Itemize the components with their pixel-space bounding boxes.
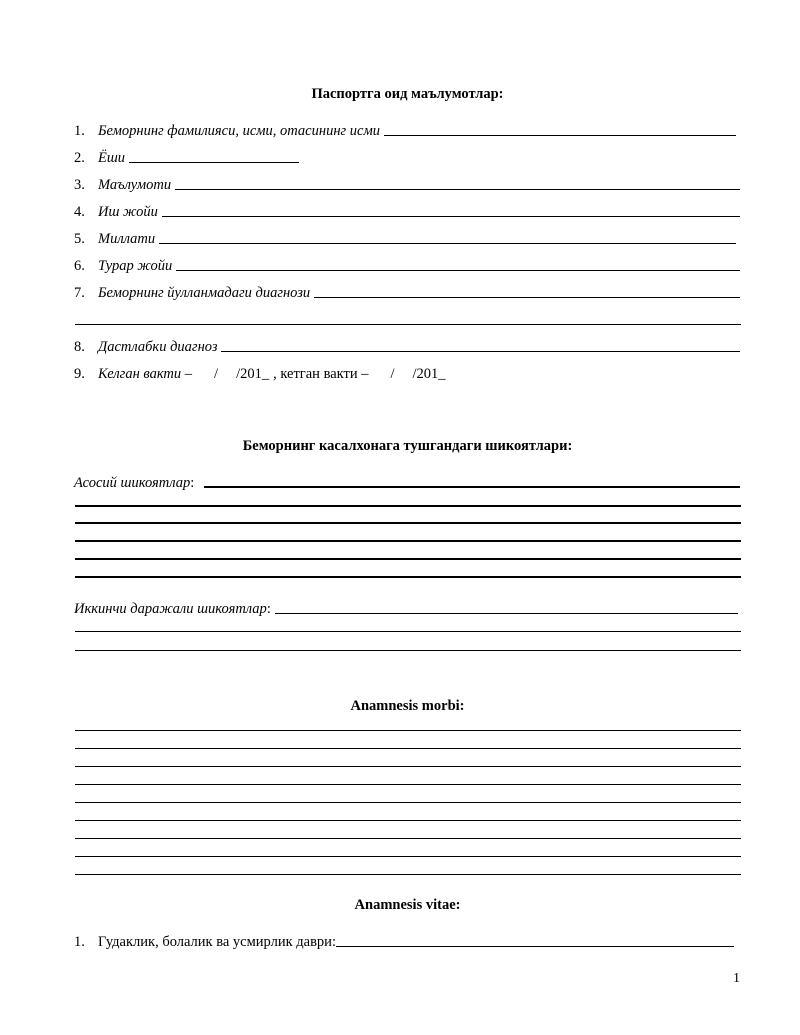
arrival-year: /201_ [236, 366, 270, 382]
fill-line[interactable] [314, 297, 740, 298]
fill-line[interactable] [129, 162, 299, 163]
fill-line[interactable] [75, 802, 741, 803]
item-label: Миллати [98, 231, 156, 247]
item-number: 7. [74, 285, 85, 301]
fill-line[interactable] [75, 766, 741, 767]
item-number: 5. [74, 231, 85, 247]
item-label: Гудаклик, болалик ва усмирлик даври: [98, 934, 336, 950]
complaints-heading: Беморнинг касалхонага тушгандаги шикоятлари: [242, 438, 573, 454]
item-number: 1. [74, 123, 85, 139]
page-number: 1 [733, 971, 740, 986]
fill-line[interactable] [75, 784, 741, 785]
fill-line[interactable] [75, 874, 741, 875]
fill-line[interactable] [336, 946, 734, 947]
item-label: Ёши [98, 150, 126, 166]
item-number: 4. [74, 204, 85, 220]
passport-item-6 [74, 255, 740, 275]
departure-day-slash: / [390, 366, 395, 382]
fill-line[interactable] [75, 558, 741, 560]
item-label: Иш жойи [98, 204, 158, 220]
secondary-complaints-colon: : [266, 601, 271, 617]
departure-year: /201_ [412, 366, 446, 382]
passport-item-2 [74, 147, 740, 167]
item-label: Беморнинг йулланмадаги диагнози [98, 285, 311, 301]
passport-item-3 [74, 174, 740, 194]
departure-label: , кетган вакти – [273, 366, 369, 382]
fill-line[interactable] [75, 576, 741, 578]
vitae-item-1 [74, 931, 734, 951]
passport-item-4 [74, 201, 740, 221]
item-number: 1. [74, 934, 85, 950]
fill-line[interactable] [75, 748, 741, 749]
fill-line[interactable] [175, 189, 740, 190]
secondary-complaints-label: Иккинчи даражали шикоятлар [74, 601, 267, 617]
fill-line[interactable] [75, 856, 741, 857]
passport-item-5 [74, 228, 740, 248]
fill-line[interactable] [75, 522, 741, 524]
main-complaints-row [74, 472, 740, 492]
item-number: 2. [74, 150, 85, 166]
fill-line[interactable] [75, 838, 741, 839]
fill-line[interactable] [162, 216, 740, 217]
secondary-complaints-row [74, 598, 738, 618]
arrival-day-slash: / [214, 366, 219, 382]
main-complaints-colon: : [190, 475, 195, 491]
anamnesis-morbi-heading: Anamnesis morbi: [350, 698, 465, 714]
passport-item-9 [74, 363, 740, 383]
fill-line[interactable] [75, 650, 741, 651]
fill-line[interactable] [75, 730, 741, 731]
fill-line[interactable] [176, 270, 740, 271]
fill-line[interactable] [275, 613, 738, 614]
item-number: 3. [74, 177, 85, 193]
item-label: Маълумоти [98, 177, 172, 193]
fill-line[interactable] [75, 505, 741, 507]
passport-heading: Паспортга оид маълумотлар: [311, 86, 504, 102]
arrival-label: Келган вакти – [98, 366, 193, 382]
item-label: Беморнинг фамилияси, исми, отасининг исми [98, 123, 380, 139]
item-label: Турар жойи [98, 258, 173, 274]
passport-item-1 [74, 120, 740, 140]
fill-line[interactable] [75, 820, 741, 821]
fill-line[interactable] [75, 631, 741, 632]
item-number: 6. [74, 258, 85, 274]
fill-line[interactable] [221, 351, 740, 352]
passport-item-8 [74, 336, 740, 356]
fill-line[interactable] [75, 324, 741, 325]
fill-line[interactable] [75, 540, 741, 542]
item-number: 8. [74, 339, 85, 355]
main-complaints-label: Асосий шикоятлар [74, 475, 191, 491]
fill-line[interactable] [384, 135, 736, 136]
item-label: Дастлабки диагноз [98, 339, 218, 355]
fill-line[interactable] [204, 486, 740, 488]
anamnesis-vitae-heading: Anamnesis vitae: [354, 897, 461, 913]
fill-line[interactable] [159, 243, 736, 244]
item-number: 9. [74, 366, 85, 382]
passport-item-7 [74, 282, 740, 302]
